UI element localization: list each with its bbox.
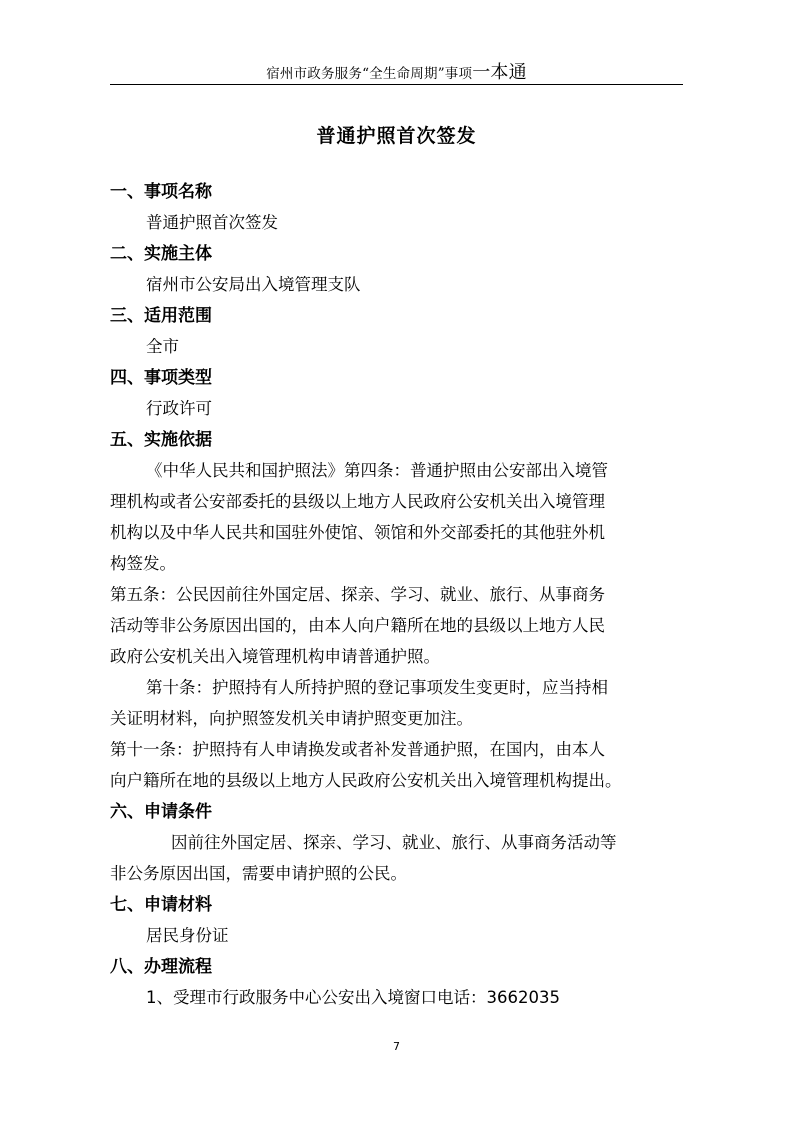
section-4-text: 行政许可	[146, 399, 212, 418]
section-5-text-line: 政府公安机关出入境管理机构申请普通护照。	[110, 647, 440, 666]
header-text-big: 一本通	[472, 62, 527, 83]
section-heading-8: 八、办理流程	[110, 957, 212, 977]
running-header	[0, 58, 793, 84]
section-8-text: 1、受理市行政服务中心公安出入境窗口电话：3662035	[146, 988, 560, 1007]
section-heading-5: 五、实施依据	[110, 430, 212, 450]
document-title: 普通护照首次签发	[316, 125, 477, 147]
header-rule	[110, 84, 683, 85]
section-heading-6: 六、申请条件	[110, 802, 212, 822]
section-1-text: 普通护照首次签发	[146, 213, 278, 232]
section-5-text-line: 《中华人民共和国护照法》第四条：普通护照由公安部出入境管	[146, 461, 608, 480]
section-heading-2: 二、实施主体	[110, 244, 212, 264]
section-5-text-line: 活动等非公务原因出国的，由本人向户籍所在地的县级以上地方人民	[110, 616, 605, 635]
section-5-text-line: 第五条：公民因前往外国定居、探亲、学习、就业、旅行、从事商务	[110, 585, 605, 604]
section-5-text-line: 理机构或者公安部委托的县级以上地方人民政府公安机关出入境管理	[110, 492, 605, 511]
section-3-text: 全市	[146, 337, 179, 356]
section-5-text-line: 第十一条：护照持有人申请换发或者补发普通护照，在国内，由本人	[110, 740, 605, 759]
section-5-text-line: 第十条：护照持有人所持护照的登记事项发生变更时，应当持相	[146, 678, 608, 697]
section-heading-7: 七、申请材料	[110, 895, 212, 915]
section-5-text-line: 机构以及中华人民共和国驻外使馆、领馆和外交部委托的其他驻外机	[110, 523, 605, 542]
section-heading-3: 三、适用范围	[110, 306, 212, 326]
section-7-text: 居民身份证	[146, 926, 229, 945]
section-5-text-line: 关证明材料，向护照签发机关申请护照变更加注。	[110, 709, 473, 728]
section-2-text: 宿州市公安局出入境管理支队	[146, 275, 361, 294]
header-text: 宿州市政务服务“全生命周期”事项	[266, 66, 473, 82]
section-6-text-line: 非公务原因出国，需要申请护照的公民。	[110, 864, 407, 883]
section-5-text-line: 向户籍所在地的县级以上地方人民政府公安机关出入境管理机构提出。	[110, 771, 622, 790]
section-6-text-line: 因前往外国定居、探亲、学习、就业、旅行、从事商务活动等	[171, 833, 617, 852]
section-5-text-line: 构签发。	[110, 554, 176, 573]
section-heading-1: 一、事项名称	[110, 182, 212, 202]
page-number: 7	[393, 1040, 400, 1053]
section-heading-4: 四、事项类型	[110, 368, 212, 388]
